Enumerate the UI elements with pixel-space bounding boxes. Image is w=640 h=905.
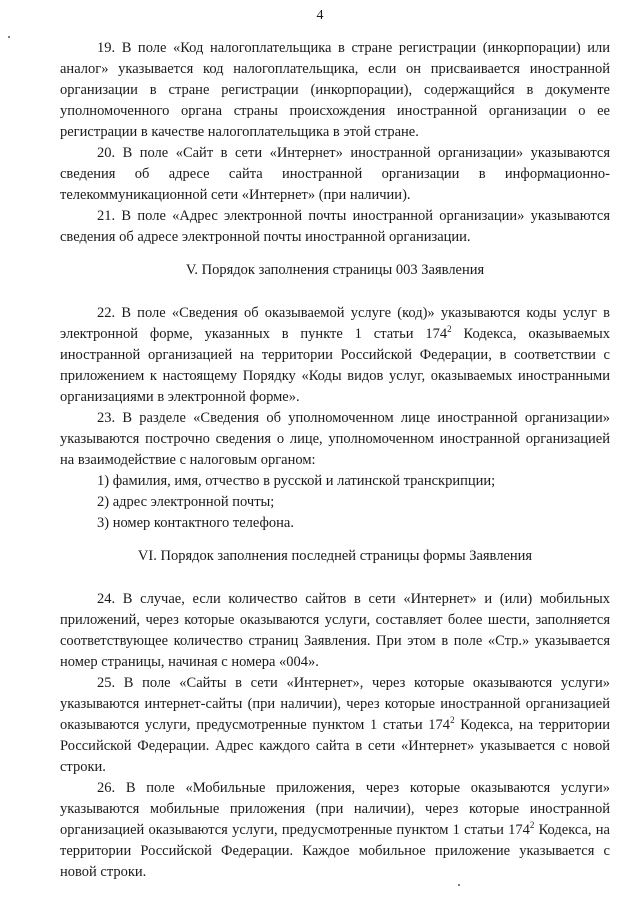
list-item: 3) номер контактного телефона. xyxy=(97,515,294,531)
page-number: 4 xyxy=(316,8,324,23)
paragraph-22-text-b: Кодекса, оказываемых иностранной организацией на территории Российской Федерации, в соответствии с приложением к настоящему Порядку «Коды видов услуг, оказываемых иностранными организациями в электронной форме». xyxy=(60,326,610,405)
paragraph-22-superscript: 2 xyxy=(447,324,452,334)
paragraph-26 xyxy=(60,778,610,883)
paragraph-25-superscript: 2 xyxy=(450,715,455,725)
scan-speck xyxy=(458,884,460,886)
list-item: 1) фамилия, имя, отчество в русской и латинской транскрипции; xyxy=(97,473,496,489)
paragraph-19: 19. В поле «Код налогоплательщика в стране регистрации (инкорпорации) или аналог» указывается код налогоплательщика, если он присваивается иностранной организации в стране регистрации (инкорпорации), содержащийся в документе уполномоченного органа страны происхождения иностранной организации о ее регистрации в качестве налогоплательщика в этой стране. xyxy=(60,40,610,140)
list-item: 2) адрес электронной почты; xyxy=(97,494,275,510)
paragraph-22-text-a: 22. В поле «Сведения об оказываемой услуге (код)» указываются коды услуг в электронной форме, указанных в пункте 1 статьи 174 xyxy=(60,305,610,342)
paragraph-26-text-b: Кодекса, на территории Российской Федерации. Каждое мобильное приложение указывается с новой строки. xyxy=(60,822,610,880)
paragraph-22 xyxy=(60,303,610,408)
document-body xyxy=(60,38,610,883)
section-5-heading: V. Порядок заполнения страницы 003 Заявления xyxy=(185,262,485,278)
paragraph-25-text-a: 25. В поле «Сайты в сети «Интернет», через которые оказываются услуги» указываются интернет-сайты (при наличии), через которые иностранной организацией оказываются услуги, предусмотренные пунктом 1 статьи 174 xyxy=(60,675,610,733)
paragraph-23: 23. В разделе «Сведения об уполномоченном лице иностранной организации» указываются построчно сведения о лице, уполномоченном иностранной организацией на взаимодействие с налоговым органом: xyxy=(60,410,610,468)
paragraph-26-superscript: 2 xyxy=(529,820,535,830)
paragraph-26-text-a: 26. В поле «Мобильные приложения, через которые оказываются услуги» указываются мобильные приложения (при наличии), через которые иностранной организацией оказываются услуги, предусмотренные пунктом 1 статьи 174 xyxy=(60,780,610,838)
paragraph-21: 21. В поле «Адрес электронной почты иностранной организации» указываются сведения об адресе электронной почты иностранной организации. xyxy=(60,208,610,245)
scan-speck xyxy=(8,36,10,38)
section-6-heading: VI. Порядок заполнения последней страницы формы Заявления xyxy=(137,548,533,564)
paragraph-25 xyxy=(60,673,610,778)
paragraph-25-text-b: Кодекса, на территории Российской Федерации. Адрес каждого сайта в сети «Интернет» указывается с новой строки. xyxy=(60,717,610,775)
paragraph-20: 20. В поле «Сайт в сети «Интернет» иностранной организации» указываются сведения об адресе сайта иностранной организации в информационно-телекоммуникационной сети «Интернет» (при наличии). xyxy=(60,145,610,203)
paragraph-24: 24. В случае, если количество сайтов в сети «Интернет» и (или) мобильных приложений, через которые оказываются услуги, составляет более шести, заполняется соответствующее количество страниц Заявления. При этом в поле «Стр.» указывается номер страницы, начиная с номера «004». xyxy=(60,591,610,670)
